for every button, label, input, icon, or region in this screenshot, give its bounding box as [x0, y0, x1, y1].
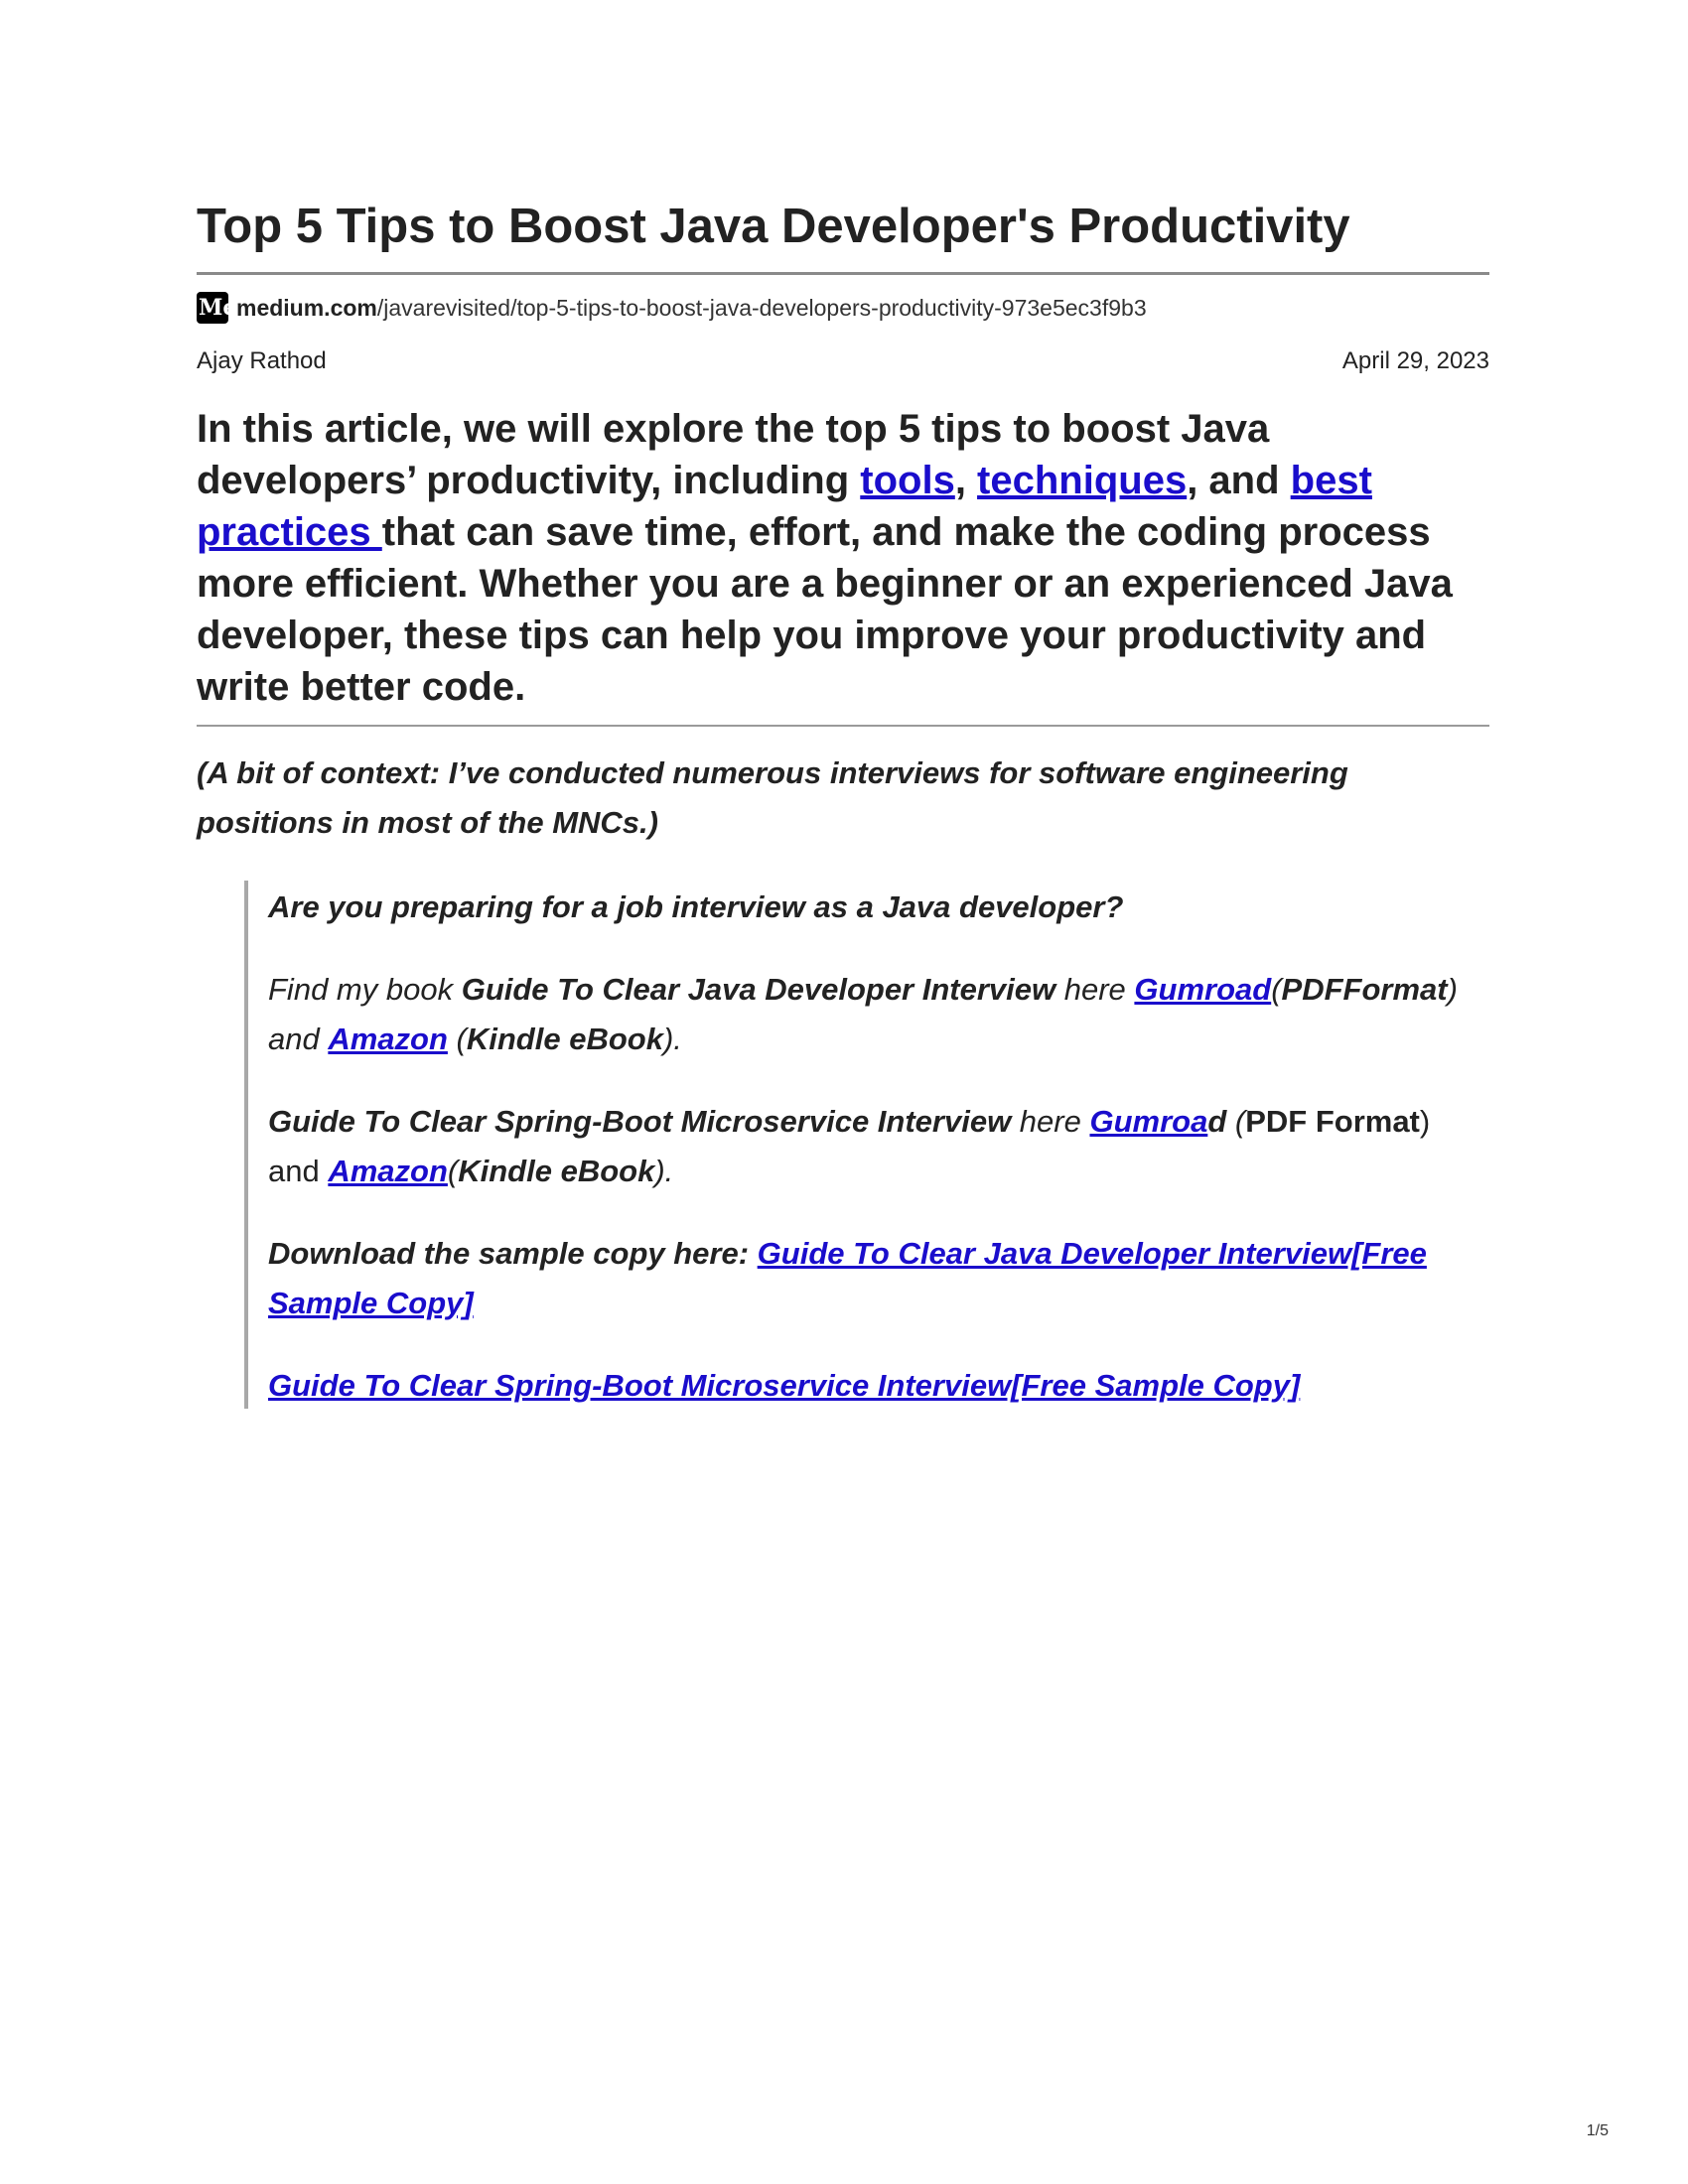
quote-text: ). — [654, 1154, 674, 1188]
lead-separator: , and — [1187, 459, 1291, 502]
source-path: /javarevisited/top-5-tips-to-boost-java-developers-productivity-973e5ec3f9b3 — [376, 294, 1147, 321]
gumroad-link[interactable]: Gumroad — [1134, 972, 1272, 1007]
source-domain: medium.com — [236, 294, 377, 321]
quote-question: Are you preparing for a job interview as a Java developer? — [268, 889, 1124, 924]
lead-text: that can save time, effort, and make the coding process more efficient. Whether you are a beginner or an experienced Java developer, these tips can help you improve your productivity and write better code. — [197, 510, 1453, 709]
quote-text: ( — [447, 1154, 459, 1188]
format-label: PDF Format — [1245, 1104, 1420, 1139]
lead-divider — [197, 725, 1489, 727]
medium-logo-icon: Me — [197, 292, 228, 324]
publish-date: April 29, 2023 — [1341, 347, 1489, 374]
java-sample-copy-link[interactable]: Guide To Clear Java Developer Interview[Free Sample Copy] — [268, 1236, 1427, 1320]
quote-text: ). — [662, 1022, 682, 1056]
format-label: Kindle eBook — [458, 1154, 655, 1188]
book-title: Guide To Clear Spring-Boot Microservice Interview — [268, 1104, 1012, 1139]
gumroad-link[interactable]: Gumroa — [1089, 1104, 1208, 1139]
quote-text: d — [1207, 1104, 1227, 1139]
amazon-link[interactable]: Amazon — [328, 1154, 448, 1188]
quote-text: Find my book — [268, 972, 462, 1007]
quote-spring-sample — [268, 1361, 1460, 1411]
tools-link[interactable]: tools — [860, 459, 955, 502]
format-label: Kindle eBook — [466, 1022, 663, 1056]
spring-sample-copy-link[interactable]: Guide To Clear Spring-Boot Microservice Interview[Free Sample Copy] — [268, 1368, 1301, 1403]
quote-text: ) and — [268, 972, 1458, 1056]
blockquote — [244, 881, 1479, 1409]
format-label: PDFFormat — [1281, 972, 1448, 1007]
quote-text: ( — [1226, 1104, 1246, 1139]
lead-text: In this article, we will explore the top 5 tips to boost Java developers’ productivity, including — [197, 407, 1270, 502]
quote-download-sample — [268, 1229, 1460, 1328]
source-line — [197, 290, 1147, 326]
techniques-link[interactable]: techniques — [977, 459, 1188, 502]
title-divider — [197, 272, 1489, 275]
author-name: Ajay Rathod — [197, 347, 327, 374]
quote-text: here — [1055, 972, 1135, 1007]
book-title: Guide To Clear Java Developer Interview — [461, 972, 1056, 1007]
page-number: 1/5 — [1586, 2122, 1609, 2139]
quote-text: ( — [447, 1022, 467, 1056]
lead-paragraph — [197, 403, 1489, 713]
meta-row — [197, 346, 1489, 376]
lead-separator: , — [954, 459, 978, 502]
context-note: (A bit of context: I’ve conducted numerous interviews for software engineering positions in most of the MNCs.) — [197, 755, 1348, 840]
quote-text: Download the sample copy here: — [268, 1236, 758, 1271]
amazon-link[interactable]: Amazon — [328, 1022, 448, 1056]
quote-java-book — [268, 965, 1460, 1064]
quote-text: ) and — [268, 1104, 1431, 1188]
article-title: Top 5 Tips to Boost Java Developer's Productivity — [197, 200, 1350, 253]
quote-text: here — [1011, 1104, 1090, 1139]
quote-spring-book — [268, 1097, 1460, 1196]
best-practices-link[interactable]: best practices — [197, 459, 1372, 554]
quote-text: ( — [1271, 972, 1282, 1007]
